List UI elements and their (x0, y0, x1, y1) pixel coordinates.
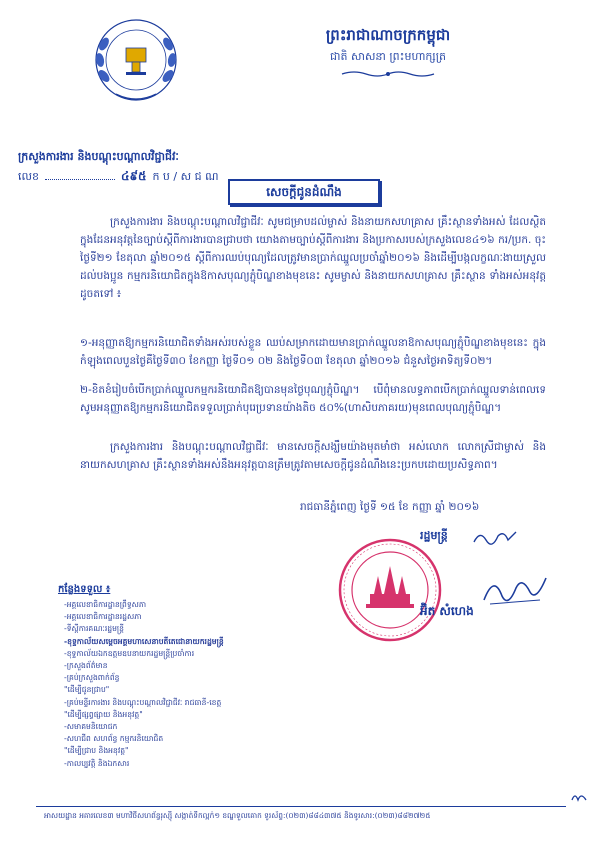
recipient-item: -អគ្គលេខាធិការដ្ឋានព្រឹទ្ធសភា (64, 600, 147, 609)
recipient-item: -ខុទ្ទកាល័យសម្តេចអគ្គមហាសេនាបតីតេជោនាយករដ្ឋមន្ត្រី (64, 636, 224, 646)
paragraph-item-2: ២-ខិតខំរៀបចំបើកប្រាក់ឈ្នួលកម្មករនិយោជិតឱ្យបានមុនថ្ងៃបុណ្យភ្ជុំបិណ្ឌ។ បើពុំមានលទ្ធភាពបើកប្រាក់ឈ្នួលទាន់ពេលទេ សូមអនុញ្ញាតឱ្យកម្មករនិយោជិតទទួលប្រាក់បុរេប្រទានយ៉ាងតិច ៥០%(ហាសិបភាគរយ)មុនពេលបុណ្យភ្ជុំបិណ្ឌ។ (80, 384, 546, 414)
minister-signature-icon (480, 570, 550, 610)
recipients-heading: កន្លែងទទួល ៖ (58, 584, 111, 595)
ref-suffix: ក ប / ស ជ ណ (152, 170, 219, 183)
kingdom-heading: ព្រះរាជាណាចក្រកម្ពុជា (325, 26, 451, 44)
recipient-item: "ដើម្បីជូនជ្រាប" (64, 685, 110, 695)
ref-number: ៤៩៥ (120, 169, 147, 183)
recipient-item: -សមាគមនិយោជក (64, 722, 118, 732)
decorative-divider-icon (340, 70, 436, 78)
sender-ministry: ក្រសួងការងារ និងបណ្តុះបណ្តាលវិជ្ជាជីវៈ (18, 150, 179, 163)
recipient-item: -គ្រប់មន្ទីរការងារ និងបណ្តុះបណ្តាលវិជ្ជាជីវៈ រាជធានី-ខេត្ត (64, 697, 222, 707)
initial-signature-icon (472, 526, 518, 548)
recipient-item: -ក្រសួងព័ត៌មាន (64, 661, 108, 671)
recipient-item: "ដើម្បីផ្សព្វផ្សាយ និងអនុវត្ត" (64, 709, 143, 719)
recipient-item: -កាលប្បវត្តិ និងឯកសារ (64, 758, 130, 768)
ministry-emblem-logo (86, 16, 186, 108)
recipient-item: -ខុទ្ទកាល័យឯកឧត្តមឧបនាយករដ្ឋមន្ត្រីប្រចាំការ (64, 648, 195, 658)
recipient-item: -ទីស្តីការគណៈរដ្ឋមន្ត្រី (64, 624, 124, 634)
notice-title: សេចក្តីជូនដំណឹង (228, 179, 380, 205)
recipients-list (64, 599, 224, 770)
signatory-title: រដ្ឋមន្ត្រី (420, 529, 448, 542)
recipient-item: -គ្រប់ក្រសួងពាក់ព័ន្ធ (64, 673, 120, 683)
recipient-item: -សហជីព សហព័ន្ធ កម្មករនិយោជិត (64, 734, 164, 744)
recipient-item: -អគ្គលេខាធិការដ្ឋានរដ្ឋសភា (64, 612, 142, 622)
ref-dotted-line (45, 169, 115, 180)
page-mark-icon (570, 790, 588, 804)
paragraph-item-1: ១-អនុញ្ញាតឱ្យកម្មករនិយោជិតទាំងអស់របស់ខ្លួន ឈប់សម្រាកដោយមានប្រាក់ឈ្នួលនាឱកាសបុណ្យភ្ជុំបិណ្ឌខាងមុខនេះ ក្នុងកំឡុងពេលបួនថ្ងៃគឺថ្ងៃទី៣០ ខែកញ្ញា ថ្ងៃទី០១ ០២ និងថ្ងៃទី០៣ ខែតុលា ឆ្នាំ២០១៦ ជំនួសថ្ងៃអាទិត្យទី០២។ (80, 337, 546, 367)
signatory-name: អ៊ិត សំហេង (420, 604, 474, 618)
footer-divider (36, 806, 566, 807)
recipient-item: "ដើម្បីជ្រាប និងអនុវត្ត" (64, 746, 129, 756)
official-seal-icon (336, 536, 444, 644)
national-motto: ជាតិ សាសនា ព្រះមហាក្សត្រ (330, 50, 446, 63)
date-line: រាជធានីភ្នំពេញ ថ្ងៃទី ១៥ ខែ កញ្ញា ឆ្នាំ ២០១៦ (300, 501, 480, 513)
paragraph-intro: ក្រសួងការងារ និងបណ្តុះបណ្តាលវិជ្ជាជីវៈ សូមជម្រាបដល់ម្ចាស់ និងនាយកសហគ្រាស គ្រឹះស្ថានទាំងអស់ ដែលស្ថិតក្នុងដែនអនុវត្តនៃច្បាប់ស្តីពីការងារបានជ្រាបថា យោងតាមច្បាប់ស្តីពីការងារ និងប្រកាសរបស់ក្រសួងលេខ៤១៦ ករ/ប្រក. ចុះថ្ងៃទី២១ ខែតុលា ឆ្នាំ២០១៥ ស្តីពីការឈប់បុណ្យដែលត្រូវមានប្រាក់ឈ្នួលប្រចាំឆ្នាំ២០១៦ និងដើម្បីបង្កលក្ខណៈងាយស្រួលដល់បងប្អូន កម្មករនិយោជិតក្នុងឱកាសបុណ្យភ្ជុំបិណ្ឌខាងមុខនេះ សូមម្ចាស់ និងនាយកសហគ្រាស គ្រឹះស្ថាន ទាំងអស់អនុវត្តដូចតទៅ ៖ (80, 216, 547, 300)
paragraph-closing: ក្រសួងការងារ និងបណ្តុះបណ្តាលវិជ្ជាជីវៈ មានសេចក្តីសង្ឃឹមយ៉ាងមុតមាំថា អស់លោក លោកស្រីជាម្ចាស់ និងនាយកសហគ្រាស គ្រឹះស្ថានទាំងអស់នឹងអនុវត្តបានត្រឹមត្រូវតាមសេចក្តីជូនដំណឹងនេះប្រកបដោយប្រសិទ្ធភាព។ (80, 441, 546, 471)
reference-number-row (18, 168, 219, 186)
footer-address: អាសយដ្ឋាន អគារលេខ៣ មហាវិថីសហព័ន្ធរុស្ស៊ី សង្កាត់ទឹកល្អក់១ ខណ្ឌទួលគោក ទូរស័ព្ទ:(០២៣)៨៨៤៣៧៥ និងទូរសារ:(០២៣)៨៨២៧២៥ (44, 811, 431, 820)
ref-label: លេខ (18, 170, 39, 183)
